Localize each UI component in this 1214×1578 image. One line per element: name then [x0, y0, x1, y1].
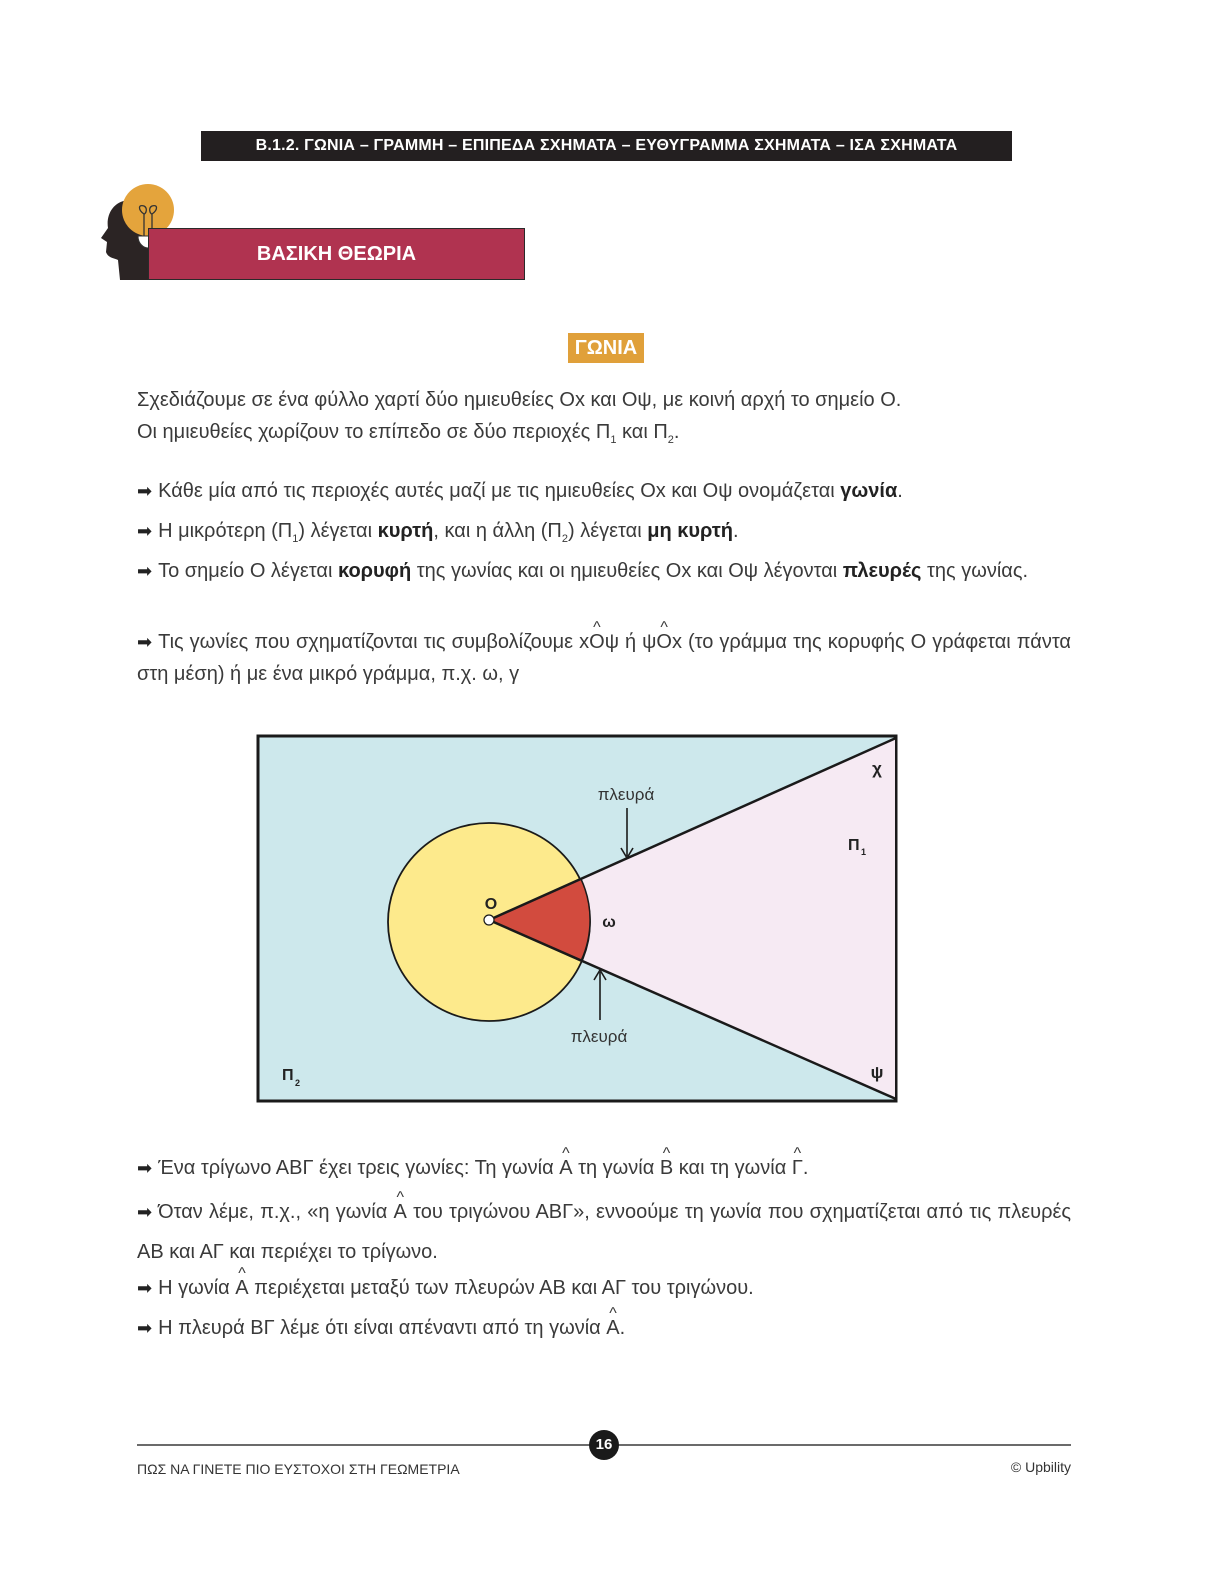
text: Η πλευρά ΒΓ λέμε ότι είναι απέναντι από τη γωνία: [158, 1317, 607, 1339]
term: κυρτή: [377, 520, 434, 542]
bullet-vertex-sides: [137, 555, 1071, 587]
intro-paragraph: [137, 384, 1071, 456]
text: ψ ή ψ: [604, 631, 657, 653]
basic-theory-badge: ΒΑΣΙΚΗ ΘΕΩΡΙΑ: [148, 228, 525, 280]
label-psi: ψ: [870, 1063, 884, 1082]
label-p2-sub: 2: [295, 1078, 301, 1088]
term: κορυφή: [337, 560, 412, 582]
label-p2: Π: [282, 1067, 294, 1084]
text: Η μικρότερη (Π: [158, 520, 293, 542]
bullet-angle-a-meaning: [137, 1192, 1071, 1272]
term: γωνία: [840, 480, 898, 502]
label-vertex-o: Ο: [484, 896, 498, 913]
bullet-convex: [137, 515, 1071, 555]
text: .: [673, 421, 680, 443]
bullet-triangle-angles: [137, 1152, 1071, 1184]
text: , και η άλλη (Π: [433, 520, 562, 542]
hat-letter: ^ Α: [606, 1312, 619, 1344]
page-number: 16: [589, 1430, 619, 1460]
text: και τη γωνία: [673, 1157, 792, 1179]
label-side-top: πλευρά: [597, 785, 655, 804]
term: πλευρές: [842, 560, 922, 582]
text: .: [897, 480, 903, 502]
angle-diagram: [256, 734, 898, 1104]
intro-line-1: Σχεδιάζουμε σε ένα φύλλο χαρτί δύο ημιευθείες Οx και Οψ, με κοινή αρχή το σημείο Ο.: [137, 389, 902, 411]
footer-copyright: © Upbility: [1010, 1459, 1071, 1475]
hat-letter: ^ Α: [394, 1192, 407, 1232]
bullet-notation: [137, 626, 1071, 690]
bullet-opposite-side: [137, 1312, 1071, 1344]
text: τη γωνία: [572, 1157, 660, 1179]
hat-letter: ^ Α: [235, 1272, 248, 1304]
topic-tag: ΓΩΝΙΑ: [568, 333, 644, 363]
text: .: [802, 1157, 809, 1179]
hat-letter: ^ Β: [660, 1152, 673, 1184]
text: Το σημείο Ο λέγεται: [158, 560, 338, 582]
text: .: [619, 1317, 626, 1339]
hat-letter: ^ Ο: [589, 626, 605, 658]
text: της γωνίας και οι ημιευθείες Οx και Οψ λέγονται: [411, 560, 843, 582]
text: και Π: [616, 421, 668, 443]
hat-letter: ^ Ο: [656, 626, 672, 658]
text: Ένα τρίγωνο ΑΒΓ έχει τρεις γωνίες: Τη γωνία: [158, 1157, 560, 1179]
text: x (το γράμμα της κορυφής Ο γράφεται πάντα στη μέση) ή με ένα μικρό γράμμα, π.χ. ω, γ: [137, 631, 1071, 685]
label-omega: ω: [602, 914, 616, 931]
text: .: [732, 520, 739, 542]
hat-letter: ^ Γ: [792, 1152, 803, 1184]
text: Η γωνία: [158, 1277, 236, 1299]
hat-letter: ^ Α: [559, 1152, 572, 1184]
label-p1-sub: 1: [861, 847, 867, 857]
label-p1: Π: [848, 837, 860, 854]
subscript: 1: [610, 434, 617, 446]
text: ) λέγεται: [567, 520, 648, 542]
subscript: 1: [292, 533, 299, 545]
subscript: 2: [667, 434, 674, 446]
text: Τις γωνίες που σχηματίζονται τις συμβολίζουμε x: [158, 631, 590, 653]
text: του τριγώνου ΑΒΓ», εννοούμε τη γωνία που σχηματίζεται από τις πλευρές ΑΒ και ΑΓ και περιέχει το τρίγωνο.: [137, 1201, 1072, 1263]
text: Οι ημιευθείες χωρίζουν το επίπεδο σε δύο περιοχές Π: [137, 421, 611, 443]
text: Όταν λέμε, π.χ., «η γωνία: [158, 1201, 394, 1223]
footer-book-title: ΠΩΣ ΝΑ ΓΙΝΕΤΕ ΠΙΟ ΕΥΣΤΟΧΟΙ ΣΤΗ ΓΕΩΜΕΤΡΙΑ: [137, 1461, 460, 1477]
subscript: 2: [561, 533, 568, 545]
term: μη κυρτή: [647, 520, 733, 542]
label-side-bottom: πλευρά: [570, 1027, 628, 1046]
text: της γωνίας.: [921, 560, 1029, 582]
bullet-angle-between-sides: [137, 1272, 1071, 1304]
section-title: Β.1.2. ΓΩΝΙΑ – ΓΡΑΜΜΗ – ΕΠΙΠΕΔΑ ΣΧΗΜΑΤΑ – ΕΥΘΥΓΡΑΜΜΑ ΣΧΗΜΑΤΑ – ΙΣΑ ΣΧΗΜΑΤΑ: [201, 131, 1012, 161]
vertex-point: [484, 915, 494, 925]
text: ) λέγεται: [298, 520, 378, 542]
bullet-angle-definition: [137, 475, 1071, 507]
text: Κάθε μία από τις περιοχές αυτές μαζί με τις ημιευθείες Οx και Οψ ονομάζεται: [158, 480, 841, 502]
label-x: χ: [872, 759, 882, 778]
intro-line-2: [137, 416, 1071, 456]
text: περιέχεται μεταξύ των πλευρών ΑΒ και ΑΓ του τριγώνου.: [248, 1277, 754, 1299]
